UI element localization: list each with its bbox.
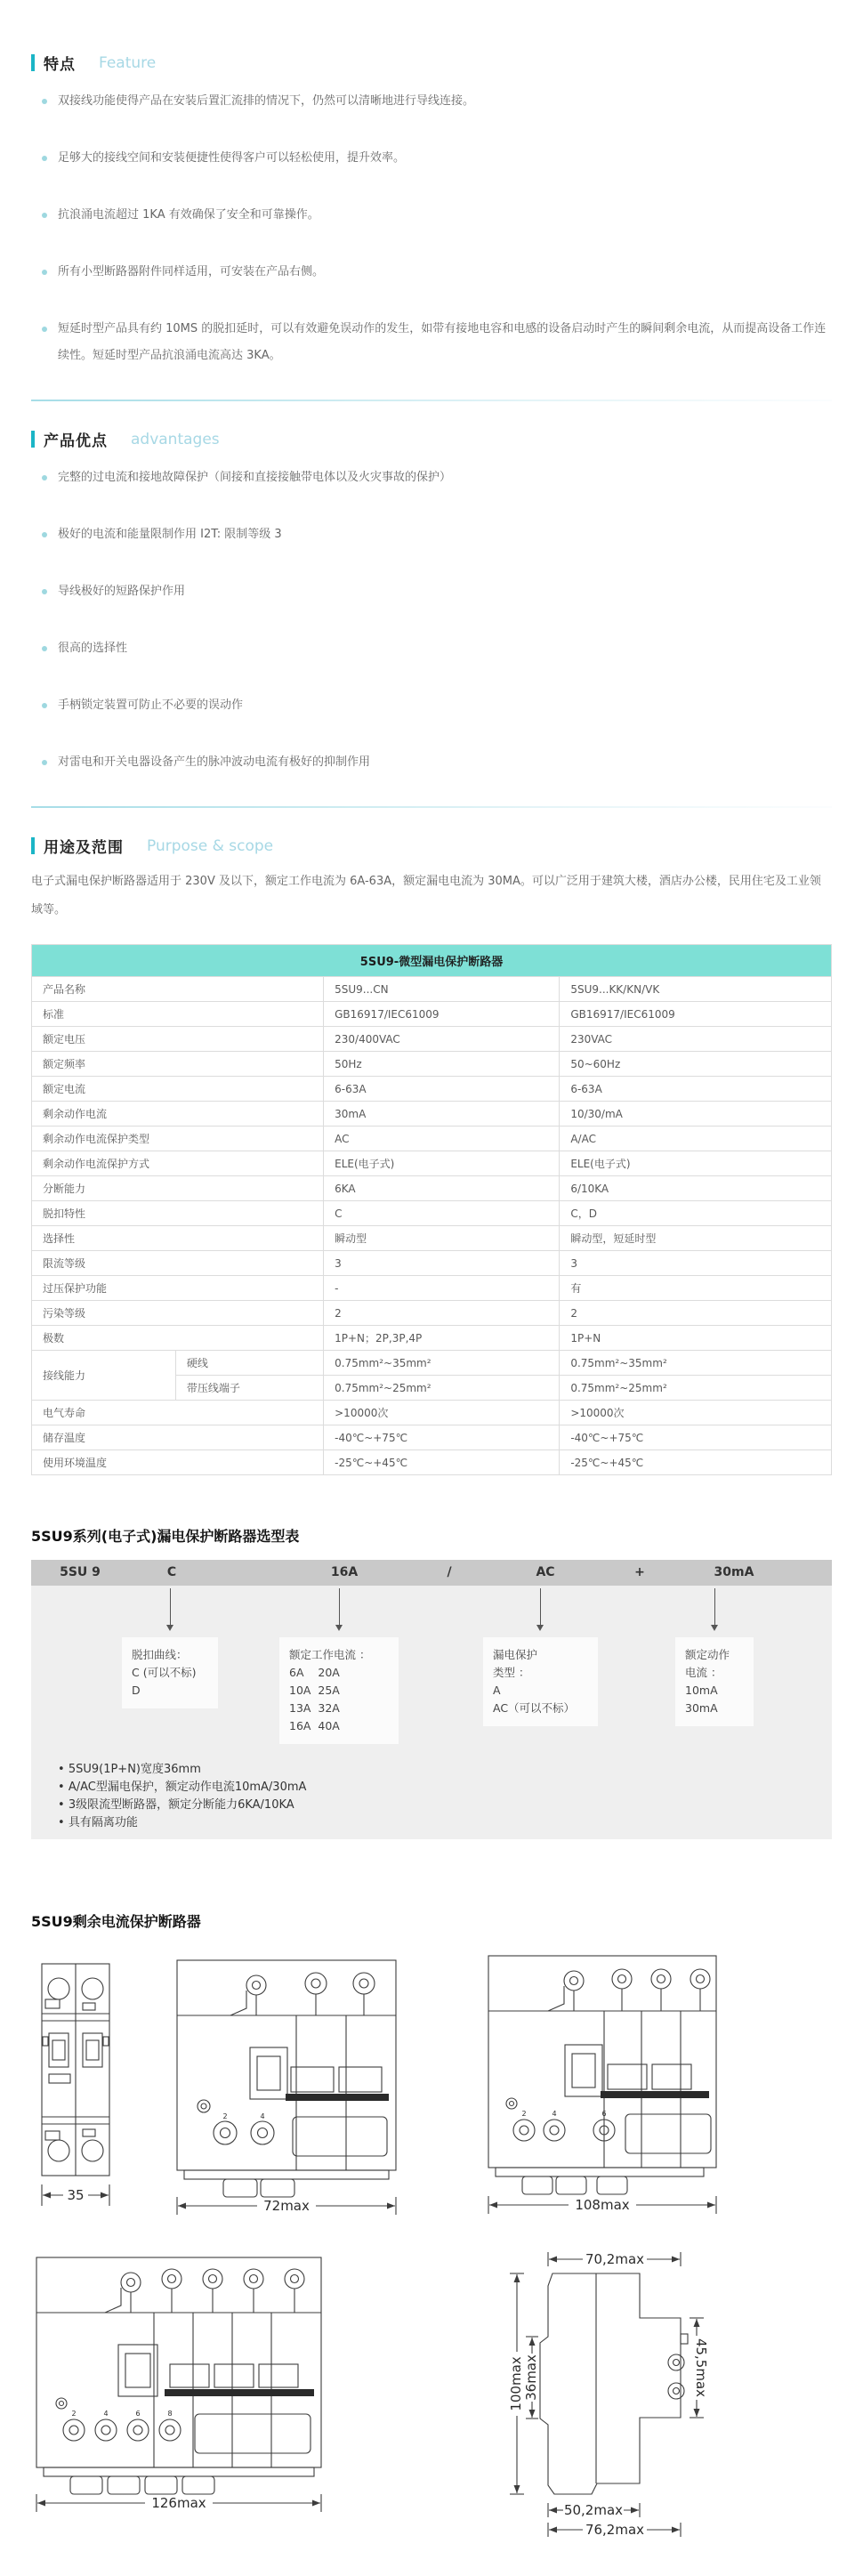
box-residual-current xyxy=(675,1637,754,1726)
dim-label-108max: 108max xyxy=(575,2197,630,2213)
bullet-dot-icon xyxy=(42,703,47,708)
drawing-108max-front xyxy=(483,1945,722,2217)
feature-bullet xyxy=(42,202,832,229)
spec-value-kk: 1P+N xyxy=(560,1326,832,1351)
spec-value-cn: 6KA xyxy=(324,1176,560,1201)
spec-rows-top xyxy=(32,977,832,1351)
terminal-label: 4 xyxy=(260,2112,265,2120)
box-trip-curve xyxy=(122,1637,218,1708)
spec-row xyxy=(32,1002,832,1027)
bullet-dot-icon xyxy=(42,760,47,765)
advantage-bullet xyxy=(42,749,832,776)
spec-label: 额定频率 xyxy=(32,1052,324,1077)
spec-row xyxy=(32,1102,832,1126)
terminal-label: 2 xyxy=(521,2110,527,2118)
spec-value-kk: -40℃~+75℃ xyxy=(560,1425,832,1450)
feature-header xyxy=(31,52,832,74)
code-part-current: 16A xyxy=(330,1565,359,1579)
spec-value-kk: 3 xyxy=(560,1251,832,1276)
box-line: 额定工作电流 ： xyxy=(289,1648,371,1661)
spec-value-kk: 230VAC xyxy=(560,1027,832,1052)
spec-label: 使用环境温度 xyxy=(32,1450,324,1475)
feature-bullet-list xyxy=(31,88,832,369)
section-feature xyxy=(31,52,832,369)
spec-row xyxy=(32,1077,832,1102)
dim-label-72max: 72max xyxy=(263,2198,310,2214)
feature-bullet xyxy=(42,316,832,369)
spec-value-cn: 50Hz xyxy=(324,1052,560,1077)
spec-value-kk: 瞬动型，短延时型 xyxy=(560,1226,832,1251)
purpose-header xyxy=(31,835,832,857)
code-part-slash: / xyxy=(447,1565,452,1579)
bullet-text: 导线极好的短路保护作用 xyxy=(58,585,186,598)
section-accent-bar xyxy=(31,54,35,71)
spec-row xyxy=(32,1176,832,1201)
spec-label: 标准 xyxy=(32,1002,324,1027)
dim-label-bottom-inner: 50,2max xyxy=(563,2502,624,2518)
feature-bullet xyxy=(42,145,832,172)
spec-row xyxy=(32,1052,832,1077)
spec-value-cn: -25℃~+45℃ xyxy=(324,1450,560,1475)
spec-row xyxy=(32,1027,832,1052)
dim-label-bottom-outer: 76,2max xyxy=(585,2522,645,2538)
box-line: C (可以不标) xyxy=(132,1666,197,1679)
bullet-text: 抗浪涌电流超过 1KA 有效确保了安全和可靠操作。 xyxy=(58,208,319,222)
spec-row xyxy=(32,1301,832,1326)
selection-note: • A/AC型漏电保护，额定动作电流10mA/30mA xyxy=(58,1779,306,1797)
spec-label: 选择性 xyxy=(32,1226,324,1251)
spec-row xyxy=(32,1276,832,1301)
bullet-dot-icon xyxy=(42,156,47,161)
selection-notes xyxy=(58,1761,306,1832)
drawings-title: 5SU9剩余电流保护断路器 xyxy=(31,1913,201,1930)
spec-value-kk: C，D xyxy=(560,1201,832,1226)
spec-table xyxy=(31,944,832,1475)
dim-label-126max: 126max xyxy=(151,2495,206,2511)
drawing-126max-front xyxy=(31,2247,327,2514)
section-title-zh: 用途及范围 xyxy=(44,839,124,857)
selection-table-title: 5SU9系列(电子式)漏电保护断路器选型表 xyxy=(31,1528,300,1545)
spec-value-cn: 1P+N；2P,3P,4P xyxy=(324,1326,560,1351)
spec-label: 剩余动作电流保护方式 xyxy=(32,1151,324,1176)
down-arrow-icon xyxy=(170,1588,171,1629)
spec-value-cn: -40℃~+75℃ xyxy=(324,1425,560,1450)
code-part-curve: C xyxy=(166,1565,177,1579)
section-accent-bar xyxy=(31,837,35,854)
spec-value-cn: ELE(电子式) xyxy=(324,1151,560,1176)
section-title-en: advantages xyxy=(131,430,220,448)
spec-row xyxy=(32,1351,832,1376)
spec-value-cn: 瞬动型 xyxy=(324,1226,560,1251)
terminal-label: 2 xyxy=(222,2112,228,2120)
spec-label: 脱扣特性 xyxy=(32,1201,324,1226)
feature-bullet xyxy=(42,259,832,286)
section-advantages xyxy=(31,428,832,776)
box-line: 电流 ： xyxy=(685,1666,722,1679)
box-line: 脱扣曲线： xyxy=(132,1648,188,1661)
spec-label: 额定电流 xyxy=(32,1077,324,1102)
spec-row xyxy=(32,1201,832,1226)
section-title-en: Purpose & scope xyxy=(147,836,274,855)
drawing-2pole-front xyxy=(31,1958,120,2217)
spec-row xyxy=(32,1126,832,1151)
spec-value-kk: GB16917/IEC61009 xyxy=(560,1002,832,1027)
spec-label: 电气寿命 xyxy=(32,1401,324,1425)
box-line: 30mA xyxy=(685,1701,718,1715)
box-line: 16A 40A xyxy=(289,1719,340,1732)
spec-value-kk: 50~60Hz xyxy=(560,1052,832,1077)
code-part-series: 5SU 9 xyxy=(60,1565,101,1579)
spec-label-wiring: 接线能力 xyxy=(32,1351,176,1401)
spec-label: 污染等级 xyxy=(32,1301,324,1326)
bullet-text: 对雷电和开关电器设备产生的脉冲波动电流有极好的抑制作用 xyxy=(58,755,371,769)
terminal-label: 4 xyxy=(552,2110,557,2118)
spec-value-kk: 6-63A xyxy=(560,1077,832,1102)
spec-value-kk: -25℃~+45℃ xyxy=(560,1450,832,1475)
terminal-label: 6 xyxy=(601,2110,607,2118)
advantages-bullet-list xyxy=(31,464,832,776)
spec-row xyxy=(32,1226,832,1251)
spec-rows-bottom xyxy=(32,1401,832,1475)
spec-value-cn: AC xyxy=(324,1126,560,1151)
spec-value-kk: A/AC xyxy=(560,1126,832,1151)
bullet-text: 短延时型产品具有约 10MS 的脱扣延时，可以有效避免误动作的发生，如带有接地电容和电感的设备启动时产生的瞬间剩余电流，从而提高设备工作连续性。短延时型产品抗浪涌电流高达 3KA。 xyxy=(58,322,827,362)
bullet-text: 双接线功能使得产品在安装后置汇流排的情况下，仍然可以清晰地进行导线连接。 xyxy=(58,94,475,108)
code-part-residual: 30mA xyxy=(714,1565,754,1579)
box-leakage-type xyxy=(483,1637,598,1726)
bullet-text: 所有小型断路器附件同样适用，可安装在产品右侧。 xyxy=(58,265,325,279)
advantage-bullet xyxy=(42,521,832,548)
bullet-dot-icon xyxy=(42,270,47,275)
bullet-dot-icon xyxy=(42,213,47,218)
down-arrow-icon xyxy=(339,1588,340,1629)
spec-row xyxy=(32,1151,832,1176)
box-line: 10A 25A xyxy=(289,1684,340,1697)
bullet-dot-icon xyxy=(42,646,47,651)
spec-label: 剩余动作电流保护类型 xyxy=(32,1126,324,1151)
spec-value-cn: 30mA xyxy=(324,1102,560,1126)
spec-row xyxy=(32,1326,832,1351)
section-divider xyxy=(31,400,832,401)
down-arrow-icon xyxy=(714,1588,715,1629)
order-code-bar xyxy=(31,1560,832,1586)
spec-row xyxy=(32,1251,832,1276)
spec-value-cn: 0.75mm²~35mm² xyxy=(324,1351,560,1376)
section-title-en: Feature xyxy=(99,53,157,72)
bullet-dot-icon xyxy=(42,475,47,480)
spec-value-cn: 0.75mm²~25mm² xyxy=(324,1376,560,1401)
terminal-label: 6 xyxy=(135,2410,141,2418)
selection-note: • 3级限流型断路器，额定分断能力6KA/10KA xyxy=(58,1797,306,1814)
spec-label: 分断能力 xyxy=(32,1176,324,1201)
box-line: D xyxy=(132,1684,141,1697)
advantage-bullet xyxy=(42,464,832,491)
spec-value-kk: 6/10KA xyxy=(560,1176,832,1201)
spec-value-cn: 5SU9...CN xyxy=(324,977,560,1002)
bullet-text: 手柄锁定装置可防止不必要的误动作 xyxy=(58,699,244,712)
spec-table-title: 5SU9-微型漏电保护断路器 xyxy=(32,945,832,977)
selection-note: • 5SU9(1P+N)宽度36mm xyxy=(58,1761,306,1779)
bullet-text: 足够大的接线空间和安装便捷性使得客户可以轻松使用，提升效率。 xyxy=(58,151,406,165)
terminal-label: 4 xyxy=(103,2410,109,2418)
spec-sublabel: 硬线 xyxy=(175,1351,323,1376)
dim-label-rail: 36max xyxy=(523,2354,539,2401)
box-line: 类型 ： xyxy=(493,1666,530,1679)
bullet-text: 完整的过电流和接地故障保护（间接和直接接触带电体以及火灾事故的保护） xyxy=(58,471,452,484)
spec-value-cn: - xyxy=(324,1276,560,1301)
terminal-label: 2 xyxy=(71,2410,77,2418)
spec-label: 额定电压 xyxy=(32,1027,324,1052)
code-part-type: AC xyxy=(536,1565,555,1579)
spec-value-cn: GB16917/IEC61009 xyxy=(324,1002,560,1027)
section-purpose xyxy=(31,835,832,925)
box-rated-current xyxy=(279,1637,399,1744)
bullet-dot-icon xyxy=(42,99,47,104)
advantages-header xyxy=(31,428,832,450)
spec-value-cn: 3 xyxy=(324,1251,560,1276)
spec-value-cn: 6-63A xyxy=(324,1077,560,1102)
drawings-row-2 xyxy=(31,2247,832,2540)
terminal-label: 8 xyxy=(167,2410,173,2418)
box-line: AC（可以不标） xyxy=(493,1701,576,1715)
box-line: 漏电保护 xyxy=(493,1648,538,1661)
spec-label: 剩余动作电流 xyxy=(32,1102,324,1126)
spec-value-kk: 2 xyxy=(560,1301,832,1326)
drawings-row-1 xyxy=(31,1945,832,2217)
spec-value-kk: 0.75mm²~35mm² xyxy=(560,1351,832,1376)
feature-bullet xyxy=(42,88,832,115)
section-title-zh: 产品优点 xyxy=(44,432,108,450)
bullet-text: 极好的电流和能量限制作用 I2T: 限制等级 3 xyxy=(58,528,282,541)
box-line: A xyxy=(493,1684,501,1697)
dim-label-height: 100max xyxy=(508,2356,524,2411)
section-divider xyxy=(31,806,832,808)
spec-table-header-row xyxy=(32,945,832,977)
dim-label-right: 45,5max xyxy=(693,2338,709,2398)
box-line: 额定动作 xyxy=(685,1648,730,1661)
spec-row xyxy=(32,1450,832,1475)
spec-row xyxy=(32,1425,832,1450)
spec-value-kk: >10000次 xyxy=(560,1401,832,1425)
bullet-dot-icon xyxy=(42,327,47,332)
bullet-dot-icon xyxy=(42,532,47,537)
spec-value-kk: ELE(电子式) xyxy=(560,1151,832,1176)
selection-diagram-panel xyxy=(31,1560,832,1839)
spec-label: 产品名称 xyxy=(32,977,324,1002)
section-title-zh: 特点 xyxy=(44,56,76,74)
box-line: 13A 32A xyxy=(289,1701,340,1715)
dim-label-top: 70,2max xyxy=(585,2251,645,2267)
drawing-72max-front xyxy=(172,1950,401,2217)
box-line: 6A 20A xyxy=(289,1666,340,1679)
spec-value-kk: 有 xyxy=(560,1276,832,1301)
spec-label: 限流等级 xyxy=(32,1251,324,1276)
spec-value-cn: 230/400VAC xyxy=(324,1027,560,1052)
spec-row xyxy=(32,1401,832,1425)
spec-value-kk: 5SU9...KK/KN/VK xyxy=(560,977,832,1002)
spec-row xyxy=(32,977,832,1002)
advantage-bullet xyxy=(42,692,832,719)
spec-value-kk: 0.75mm²~25mm² xyxy=(560,1376,832,1401)
spec-label: 极数 xyxy=(32,1326,324,1351)
code-part-plus: + xyxy=(634,1565,645,1579)
spec-value-cn: C xyxy=(324,1201,560,1226)
bullet-dot-icon xyxy=(42,589,47,594)
section-accent-bar xyxy=(31,431,35,448)
dim-label-35: 35 xyxy=(67,2187,85,2203)
spec-rows-wiring xyxy=(32,1351,832,1401)
purpose-paragraph: 电子式漏电保护断路器适用于 230V 及以下，额定工作电流为 6A-63A，额定漏电电流为 30MA。可以广泛用于建筑大楼，酒店办公楼，民用住宅及工业领域等。 xyxy=(31,875,821,917)
selection-note: • 具有隔离功能 xyxy=(58,1814,306,1832)
bullet-text: 很高的选择性 xyxy=(58,642,128,655)
spec-label: 过压保护功能 xyxy=(32,1276,324,1301)
spec-label: 储存温度 xyxy=(32,1425,324,1450)
box-line: 10mA xyxy=(685,1684,718,1697)
spec-value-cn: 2 xyxy=(324,1301,560,1326)
spec-value-kk: 10/30/mA xyxy=(560,1102,832,1126)
drawing-side-profile xyxy=(460,2247,734,2540)
advantage-bullet xyxy=(42,578,832,605)
advantage-bullet xyxy=(42,635,832,662)
down-arrow-icon xyxy=(540,1588,541,1629)
spec-value-cn: >10000次 xyxy=(324,1401,560,1425)
spec-sublabel: 带压线端子 xyxy=(175,1376,323,1401)
